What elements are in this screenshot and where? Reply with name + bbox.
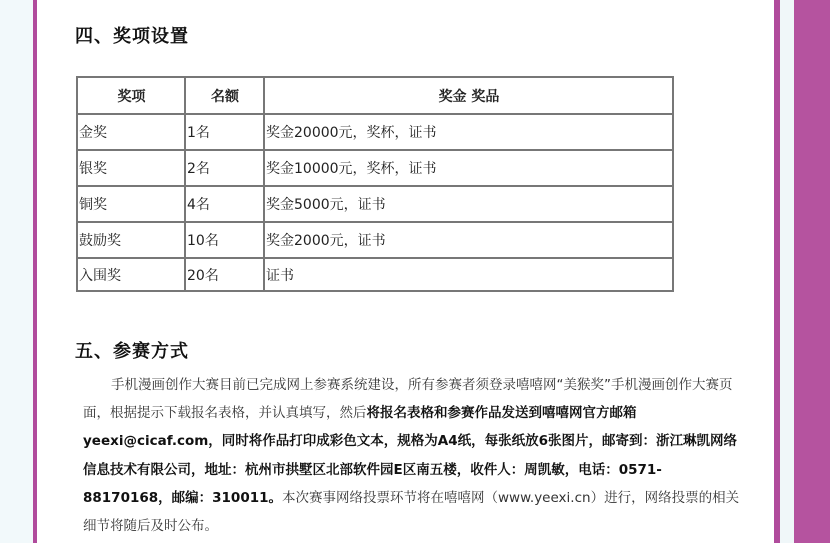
header-quota: 名额	[185, 77, 264, 114]
table-row	[77, 222, 673, 258]
table-row	[77, 150, 673, 186]
section-title-awards: 四、奖项设置	[75, 26, 189, 47]
table-row	[77, 186, 673, 222]
table-row	[77, 258, 673, 291]
cell-award: 铜奖	[77, 186, 185, 222]
left-background	[0, 0, 33, 543]
cell-award: 入围奖	[77, 258, 185, 291]
cell-prize: 奖金10000元，奖杯，证书	[264, 150, 673, 186]
header-award: 奖项	[77, 77, 185, 114]
cell-award: 银奖	[77, 150, 185, 186]
entry-bold-text: 将报名表格和参赛作品发送到嘻嘻网官方邮箱	[366, 405, 637, 422]
cell-award: 鼓励奖	[77, 222, 185, 258]
cell-quota: 4名	[185, 186, 264, 222]
awards-table	[76, 76, 674, 292]
table-header-row	[77, 77, 673, 114]
cell-award: 金奖	[77, 114, 185, 150]
cell-quota: 2名	[185, 150, 264, 186]
table-row	[77, 114, 673, 150]
article-content	[37, 0, 774, 543]
cell-quota: 1名	[185, 114, 264, 150]
right-background	[780, 0, 794, 543]
entry-paragraph	[83, 371, 743, 540]
cell-quota: 10名	[185, 222, 264, 258]
cell-prize: 证书	[264, 258, 673, 291]
header-prize: 奖金 奖品	[264, 77, 673, 114]
mailing-details: ，同时将作品打印成彩色文本，规格为A4纸，每张纸放6张图片，邮寄到：浙江琳凯网络信息技术有限公司，地址：杭州市拱墅区北部软件园E区南五楼，收件人：周凯敏，电话：0571-88170168，邮编：310011。	[83, 433, 738, 506]
cell-prize: 奖金2000元，证书	[264, 222, 673, 258]
cell-prize: 奖金20000元，奖杯，证书	[264, 114, 673, 150]
entry-text: 手机漫画创作大赛目前已完成网上参赛系统建设，所有参赛者须登录嘻嘻网“美猴奖”手机漫画创作大赛页面，根据提示下载报名表格，并认真填写，然后	[83, 377, 733, 422]
voting-text: 本次赛事网络投票环节将在嘻嘻网（www.yeexi.cn）进行，网络投票的相关细节将随后及时公布。	[83, 489, 740, 535]
section-title-entry: 五、参赛方式	[75, 341, 189, 362]
email-address: yeexi@cicaf.com	[83, 433, 209, 450]
right-edge-bar	[794, 0, 830, 543]
cell-prize: 奖金5000元，证书	[264, 186, 673, 222]
cell-quota: 20名	[185, 258, 264, 291]
